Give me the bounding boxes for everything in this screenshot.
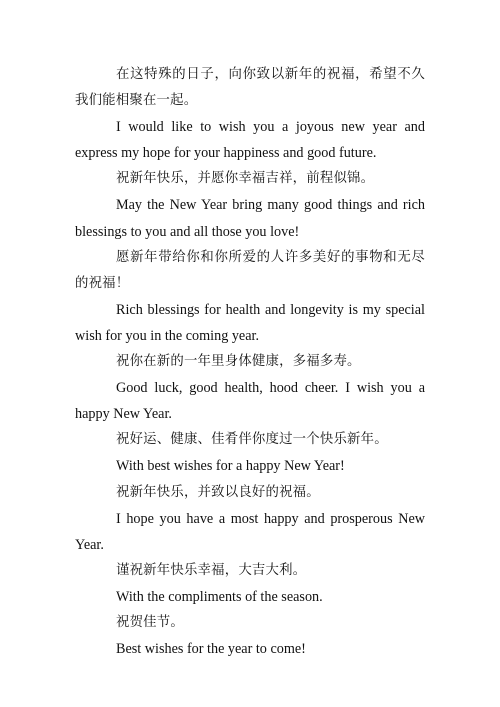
paragraph-zh-6: 祝新年快乐，并致以良好的祝福。: [116, 484, 320, 500]
paragraph-en-5: With best wishes for a happy New Year!: [116, 458, 345, 475]
paragraph-en-2: May the New Year bring many good things and rich blessings to you and all those you love!: [75, 197, 425, 240]
paragraph-en-8: Best wishes for the year to come!: [116, 641, 306, 658]
paragraph-en-1: I would like to wish you a joyous new year and express my hope for your happiness and good future.: [75, 119, 425, 162]
paragraph-zh-4: 祝你在新的一年里身体健康，多福多寿。: [116, 354, 361, 370]
paragraph-en-6: I hope you have a most happy and prosperous New Year.: [75, 510, 425, 553]
paragraph-zh-7: 谨祝新年快乐幸福，大吉大利。: [116, 562, 307, 578]
paragraph-en-4: Good luck, good health, hood cheer. I wish you a happy New Year.: [75, 380, 425, 423]
paragraph-zh-2: 祝新年快乐，并愿你幸福吉祥，前程似锦。: [116, 171, 375, 187]
document-body: [75, 62, 425, 662]
paragraph-zh-3: 愿新年带给你和你所爱的人许多美好的事物和无尽的祝福！: [75, 249, 425, 291]
paragraph-zh-5: 祝好运、健康、佳肴伴你度过一个快乐新年。: [116, 432, 388, 448]
paragraph-zh-1: 在这特殊的日子，向你致以新年的祝福，希望不久我们能相聚在一起。: [75, 67, 425, 109]
paragraph-en-7: With the compliments of the season.: [116, 588, 323, 605]
paragraph-en-3: Rich blessings for health and longevity is my special wish for you in the coming year.: [75, 301, 425, 344]
paragraph-zh-8: 祝贺佳节。: [116, 614, 184, 630]
